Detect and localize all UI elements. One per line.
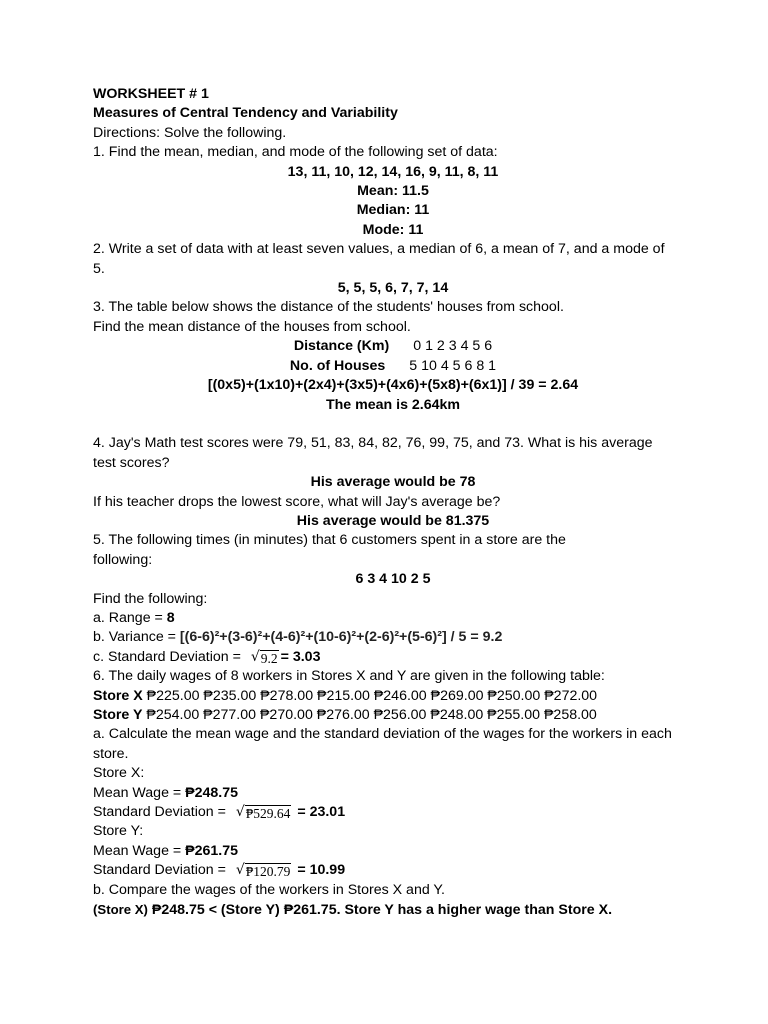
- question-3-answer: The mean is 2.64km: [325, 396, 461, 413]
- question-2: 2. Write a set of data with at least seven values, a median of 6, a mean of 7, and a mode of 5.: [93, 241, 665, 277]
- blank-line: [93, 415, 693, 434]
- question-2-answer: 5, 5, 5, 6, 7, 7, 14: [337, 280, 449, 297]
- distance-table-row-1: [93, 337, 693, 356]
- question-1-median: Median: 11: [356, 202, 430, 219]
- comparison-text: ₱248.75 < (Store Y) ₱261.75. Store Y has a higher wage than Store X.: [147, 902, 613, 919]
- sd-value: = 3.03: [280, 648, 321, 665]
- sd-label: c. Standard Deviation =: [93, 648, 245, 665]
- range-line: [93, 609, 693, 628]
- distance-values: 0 1 2 3 4 5 6: [413, 338, 493, 355]
- range-value: 8: [166, 609, 175, 626]
- question-3-formula: [(0x5)+(1x10)+(2x4)+(3x5)+(4x6)+(5x8)+(6x1)] / 39 = 2.64: [207, 377, 579, 394]
- question-3-line-1: 3. The table below shows the distance of the students' houses from school.: [93, 299, 564, 316]
- question-6: 6. The daily wages of 8 workers in Stores X and Y are given in the following table:: [93, 668, 605, 685]
- store-y-mean-label: Mean Wage =: [93, 842, 186, 859]
- comparison-answer: [93, 900, 693, 920]
- square-root-sign: √ ₱529.64: [235, 804, 291, 822]
- store-y-sd-radicand: ₱120.79: [245, 864, 291, 880]
- worksheet-title: WORKSHEET # 1: [93, 86, 209, 102]
- worksheet-page: [93, 85, 693, 920]
- store-x-sd-line: [93, 803, 693, 822]
- store-x-sd-value: = 23.01: [297, 804, 346, 821]
- store-y-sd-value: = 10.99: [297, 862, 346, 879]
- store-x-mean-line: [93, 784, 693, 803]
- variance-line: [93, 628, 693, 647]
- question-4-answer-2: His average would be 81.375: [296, 512, 490, 529]
- directions: Directions: Solve the following.: [93, 124, 287, 141]
- question-6-part-b: b. Compare the wages of the workers in Stores X and Y.: [93, 881, 445, 898]
- variance-value: [(6-6)²+(3-6)²+(4-6)²+(10-6)²+(2-6)²+(5-6)²] / 5 = 9.2: [179, 629, 503, 646]
- store-y-sd-line: [93, 861, 693, 880]
- store-x-values: ₱225.00 ₱235.00 ₱278.00 ₱215.00 ₱246.00 ₱269.00 ₱250.00 ₱272.00: [146, 687, 598, 704]
- houses-values: 5 10 4 5 6 8 1: [409, 357, 497, 374]
- store-x-sd-radicand: ₱529.64: [245, 806, 291, 822]
- standard-deviation-line: [93, 648, 693, 667]
- store-x-sd-label: Standard Deviation =: [93, 804, 230, 821]
- store-y-wages: [93, 706, 693, 725]
- store-x-wages: [93, 687, 693, 706]
- store-x-label: Store X: [93, 687, 143, 704]
- store-y-heading: Store Y:: [93, 823, 144, 840]
- question-1: 1. Find the mean, median, and mode of the following set of data:: [93, 144, 498, 161]
- question-4-part-2: If his teacher drops the lowest score, what will Jay's average be?: [93, 493, 501, 510]
- question-1-mode: Mode: 11: [362, 221, 424, 238]
- question-4-answer-1: His average would be 78: [310, 474, 476, 491]
- square-root-sign: √ ₱120.79: [235, 862, 291, 880]
- question-1-mean: Mean: 11.5: [357, 183, 429, 200]
- store-x-mean-label: Mean Wage =: [93, 784, 186, 801]
- question-1-data: 13, 11, 10, 12, 14, 16, 9, 11, 8, 11: [287, 163, 499, 180]
- store-y-mean-value: ₱261.75: [185, 842, 238, 859]
- store-x-heading: Store X:: [93, 765, 145, 782]
- houses-label: No. of Houses: [289, 357, 386, 374]
- question-4: 4. Jay's Math test scores were 79, 51, 83, 84, 82, 76, 99, 75, and 73. What is his average test scores?: [93, 435, 653, 471]
- question-5-data: 6 3 4 10 2 5: [355, 571, 431, 588]
- worksheet-subtitle: Measures of Central Tendency and Variability: [93, 105, 398, 122]
- store-x-mean-value: ₱248.75: [185, 784, 238, 801]
- store-y-label: Store Y: [93, 706, 143, 723]
- distance-label: Distance (Km): [293, 338, 390, 355]
- question-6-part-a: a. Calculate the mean wage and the standard deviation of the wages for the workers in each store.: [93, 726, 672, 762]
- question-3-line-2: Find the mean distance of the houses from school.: [93, 318, 411, 335]
- variance-label: b. Variance =: [93, 629, 180, 646]
- sd-radicand: 9.2: [260, 650, 278, 666]
- store-y-sd-label: Standard Deviation =: [93, 862, 230, 879]
- question-5: 5. The following times (in minutes) that 6 customers spent in a store are the following:: [93, 532, 566, 568]
- range-label: a. Range =: [93, 609, 167, 626]
- distance-table-row-2: [93, 357, 693, 376]
- comparison-prefix: (Store X): [93, 902, 148, 918]
- square-root-sign: √ 9.2: [250, 648, 278, 666]
- store-y-values: ₱254.00 ₱277.00 ₱270.00 ₱276.00 ₱256.00 ₱248.00 ₱255.00 ₱258.00: [146, 706, 597, 723]
- question-5-find: Find the following:: [93, 590, 208, 607]
- store-y-mean-line: [93, 842, 693, 861]
